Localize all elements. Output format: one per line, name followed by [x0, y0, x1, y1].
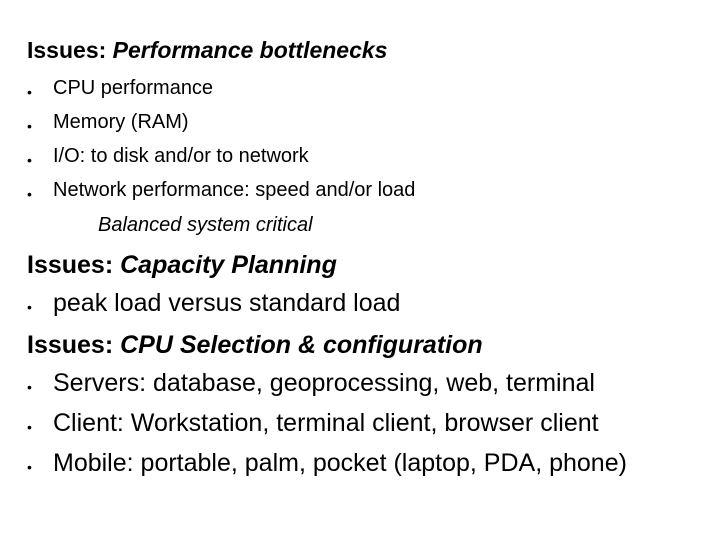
list-item: Memory (RAM) — [53, 111, 189, 133]
bullet-icon: • — [27, 118, 32, 134]
list-item: peak load versus standard load — [53, 289, 401, 317]
bullet-icon: • — [27, 186, 32, 202]
heading-label: Issues: — [27, 37, 107, 63]
bullet-icon: • — [27, 84, 32, 100]
heading-topic: Capacity Planning — [120, 251, 337, 279]
heading-topic: Performance bottlenecks — [112, 37, 388, 63]
list-item: Client: Workstation, terminal client, browser client — [53, 409, 599, 437]
bullet-icon: • — [27, 379, 32, 395]
bullet-icon: • — [27, 152, 32, 168]
bullet-icon: • — [27, 459, 32, 475]
list-item: Servers: database, geoprocessing, web, terminal — [53, 369, 595, 397]
bullet-icon: • — [27, 299, 32, 315]
note-text: Balanced system critical — [98, 214, 313, 236]
heading-topic: CPU Selection & configuration — [120, 331, 483, 359]
list-item: I/O: to disk and/or to network — [53, 145, 309, 167]
heading-performance — [27, 37, 387, 64]
heading-cpu-selection — [27, 331, 483, 360]
list-item: Network performance: speed and/or load — [53, 179, 416, 201]
heading-capacity — [27, 251, 337, 280]
heading-label: Issues: — [27, 331, 114, 359]
heading-label: Issues: — [27, 251, 114, 279]
bullet-icon: • — [27, 419, 32, 435]
list-item: Mobile: portable, palm, pocket (laptop, PDA, phone) — [53, 449, 627, 477]
list-item: CPU performance — [53, 77, 214, 99]
